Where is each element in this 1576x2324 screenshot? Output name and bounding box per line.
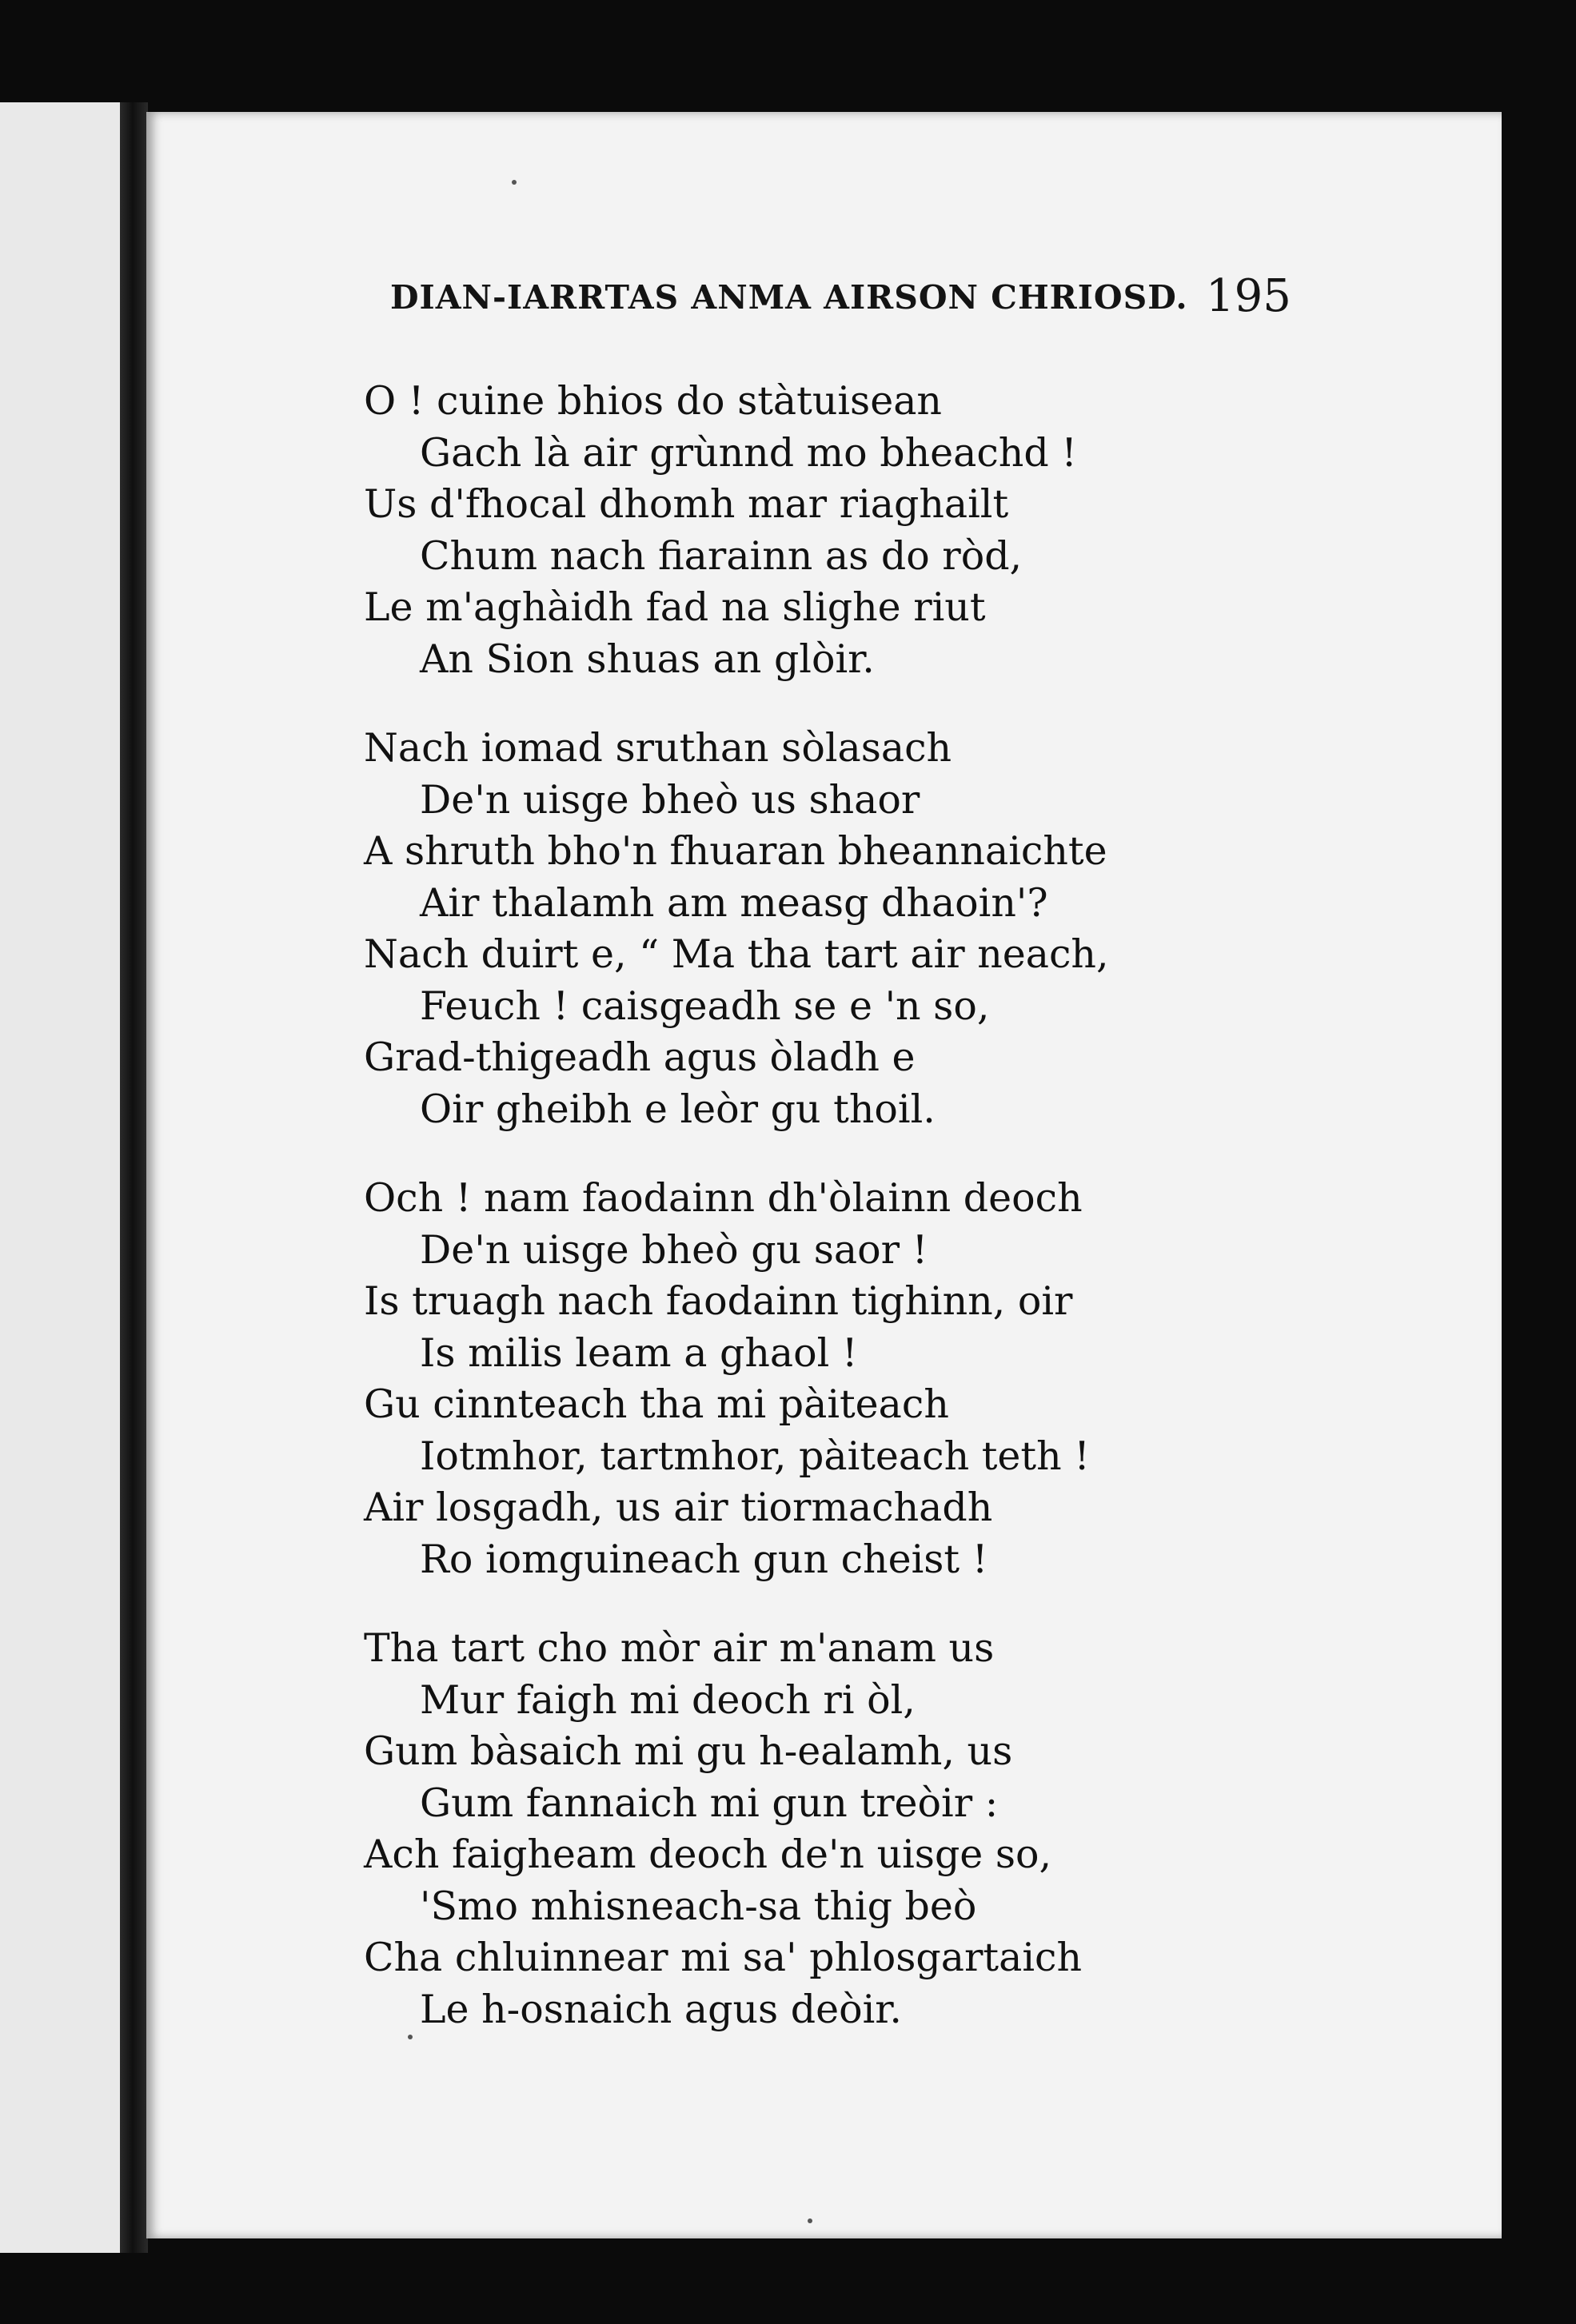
stanza-4 — [364, 1623, 1403, 2035]
poem-line: Och ! nam faodainn dh'òlainn deoch — [364, 1175, 1083, 1221]
poem-line: 'Smo mhisneach-sa thig beò — [420, 1883, 977, 1929]
poem-line: An Sion shuas an glòir. — [420, 636, 875, 682]
book-gutter — [120, 102, 148, 2253]
poem-line: De'n uisge bheò gu saor ! — [420, 1226, 928, 1273]
stanza-1 — [364, 376, 1403, 685]
running-head: DIAN-IARRTAS ANMA AIRSON CHRIOSD. — [390, 278, 1188, 317]
poem-line: A shruth bho'n fhuaran bheannaichte — [364, 828, 1107, 874]
poem-line: Gach là air grùnnd mo bheachd ! — [420, 429, 1077, 476]
poem-line: Chum nach fiarainn as do ròd, — [420, 532, 1023, 579]
stanza-2 — [364, 723, 1403, 1135]
poem-line: Air thalamh am measg dhaoin'? — [420, 879, 1048, 926]
poem-line: Le h-osnaich agus deòir. — [420, 1986, 902, 2032]
page-number: 195 — [1206, 270, 1291, 322]
facing-page-edge — [0, 102, 128, 2253]
poem-line: Mur faigh mi deoch ri òl, — [420, 1676, 916, 1723]
ink-speck — [512, 180, 517, 185]
poem-line: Is truagh nach faodainn tighinn, oir — [364, 1278, 1073, 1324]
poem-line: Nach iomad sruthan sòlasach — [364, 725, 952, 771]
poem-line: Cha chluinnear mi sa' phlosgartaich — [364, 1935, 1083, 1980]
poem-line: Gum bàsaich mi gu h-ealamh, us — [364, 1728, 1013, 1774]
poem-line: Air losgadh, us air tiormachadh — [364, 1485, 993, 1530]
poem-line: Grad-thigeadh agus òladh e — [364, 1034, 916, 1080]
poem-line: Feuch ! caisgeadh se e 'n so, — [420, 983, 990, 1029]
poem-line: Us d'fhocal dhomh mar riaghailt — [364, 481, 1009, 527]
poem-line: Le m'aghàidh fad na slighe riut — [364, 584, 986, 630]
ink-speck — [408, 2035, 413, 2039]
stanza-3 — [364, 1173, 1403, 1585]
ink-speck — [808, 2218, 812, 2223]
poem-line: Ach faigheam deoch de'n uisge so, — [364, 1832, 1052, 1877]
poem-line: Iotmhor, tartmhor, pàiteach teth ! — [420, 1433, 1090, 1479]
poem-line: Tha tart cho mòr air m'anam us — [364, 1625, 995, 1671]
poem-line: O ! cuine bhios do stàtuisean — [364, 378, 942, 424]
poem-line: Gu cinnteach tha mi pàiteach — [364, 1381, 949, 1427]
poem — [364, 376, 1403, 2073]
poem-line: Is milis leam a ghaol ! — [420, 1329, 858, 1376]
poem-line: Nach duirt e, “ Ma tha tart air neach, — [364, 931, 1109, 977]
poem-line: Oir gheibh e leòr gu thoil. — [420, 1086, 936, 1132]
poem-line: Ro iomguineach gun cheist ! — [420, 1536, 988, 1582]
poem-line: De'n uisge bheò us shaor — [420, 776, 920, 823]
poem-line: Gum fannaich mi gun treòir : — [420, 1780, 999, 1826]
